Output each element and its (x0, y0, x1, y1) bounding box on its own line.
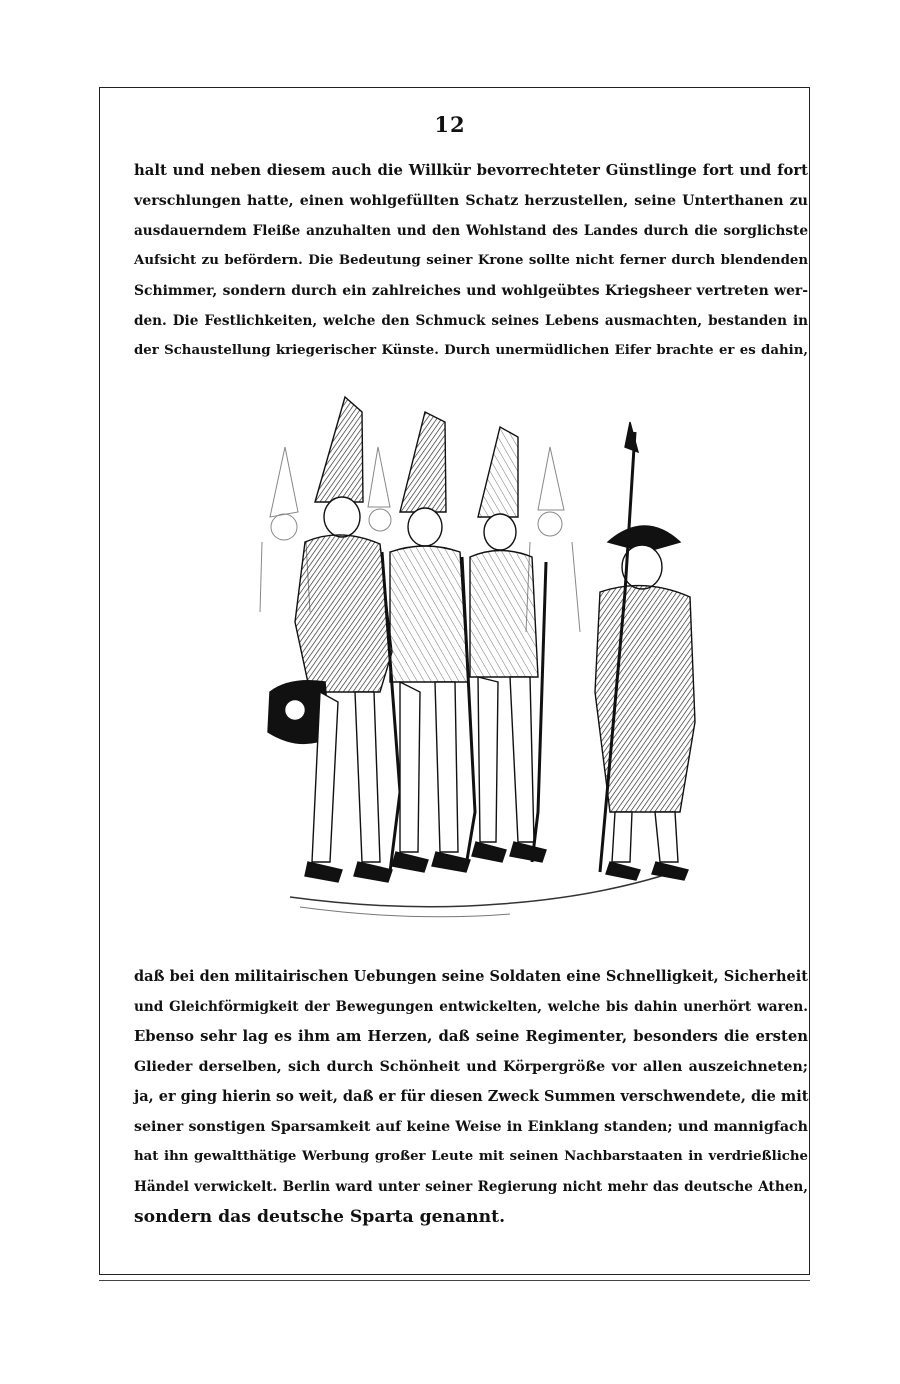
soldier-figure (390, 412, 475, 872)
soldier-figure (470, 427, 546, 862)
soldier-figure (268, 397, 400, 882)
text-line: Glieder derselben, sich durch Schönheit und Körpergröße vor allen auszeichneten; (134, 1059, 808, 1075)
officer-figure (595, 422, 695, 880)
text-line: der Schaustellung kriegerischer Künste. Durch unermüdlichen Eifer brachte er es dahin, (134, 343, 808, 358)
text-line: Ebenso sehr lag es ihm am Herzen, daß seine Regimenter, besonders die ersten (134, 1028, 808, 1045)
text-line: sondern das deutsche Sparta genannt. (134, 1207, 506, 1227)
text-line: und Gleichförmigkeit der Bewegungen entwickelten, welche bis dahin unerhört waren. (134, 999, 808, 1015)
text-line: Schimmer, sondern durch ein zahlreiches und wohlgeübtes Kriegsheer vertreten wer- (134, 283, 808, 299)
text-line: hat ihn gewaltthätige Werbung großer Leute mit seinen Nachbarstaaten in verdrießliche (134, 1149, 808, 1164)
text-line: daß bei den militairischen Uebungen seine Soldaten eine Schnelligkeit, Sicherheit (134, 968, 808, 985)
text-line: ja, er ging hierin so weit, daß er für diesen Zweck Summen verschwendete, die mit (134, 1088, 809, 1105)
text-line: halt und neben diesem auch die Willkür bevorrechteter Günstlinge fort und fort (134, 162, 808, 179)
text-line: seiner sonstigen Sparsamkeit auf keine Weise in Einklang standen; und mannigfach (134, 1119, 808, 1135)
paragraph-top (134, 156, 808, 366)
grenadiers-illustration (250, 392, 700, 952)
text-line: Händel verwickelt. Berlin ward unter seiner Regierung nicht mehr das deutsche Athen, (134, 1179, 808, 1195)
paragraph-bottom (134, 962, 808, 1232)
text-line: verschlungen hatte, einen wohlgefüllten Schatz herzustellen, seine Unterthanen zu (134, 193, 808, 209)
text-line: Aufsicht zu befördern. Die Bedeutung seiner Krone sollte nicht ferner durch blendenden (134, 253, 808, 268)
text-line: ausdauerndem Fleiße anzuhalten und den Wohlstand des Landes durch die sorglichste (134, 223, 808, 239)
page-number: 12 (434, 112, 466, 137)
text-line: den. Die Festlichkeiten, welche den Schmuck seines Lebens ausmachten, bestanden in (134, 313, 808, 329)
